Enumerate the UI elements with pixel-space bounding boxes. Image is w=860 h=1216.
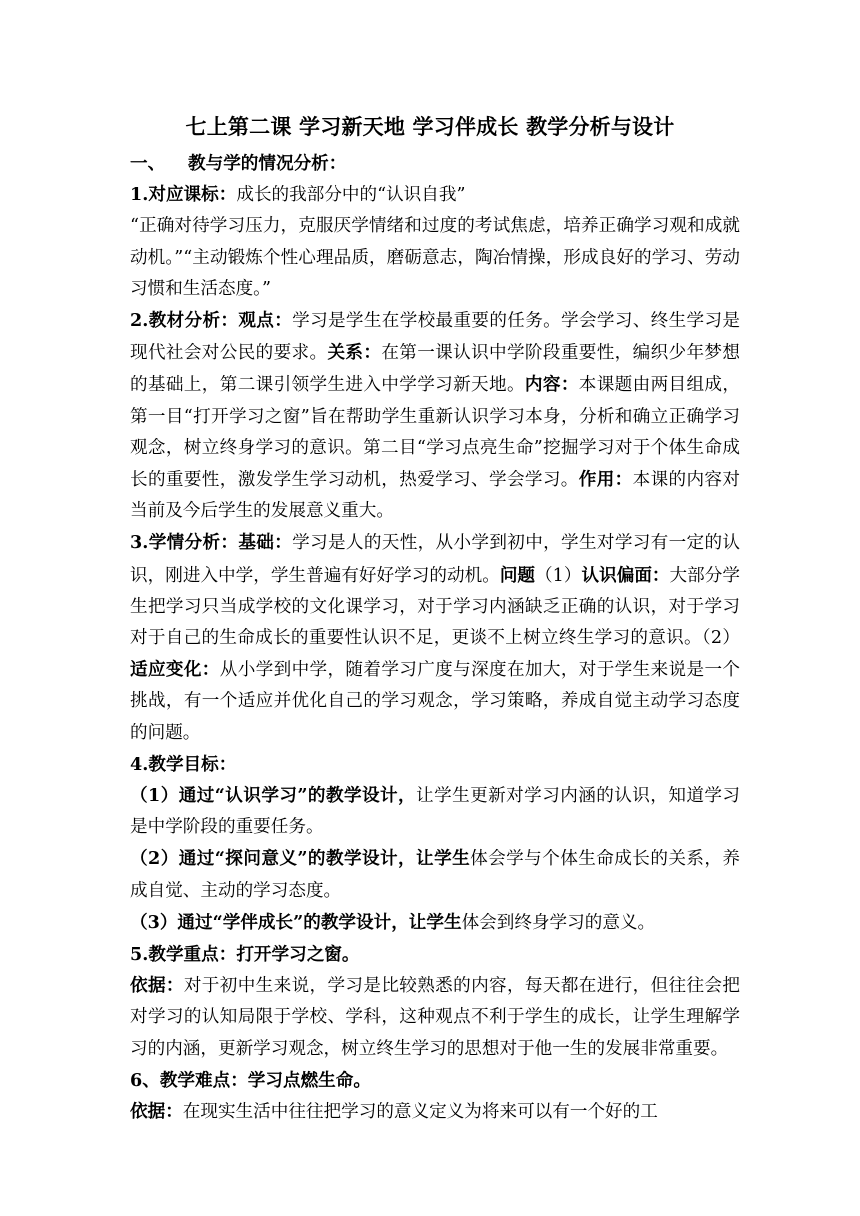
item4-goal-2 [130, 843, 740, 906]
item2-content-label: 内容： [524, 374, 579, 396]
item1-label: 1.对应课标： [130, 184, 237, 206]
item3-p1-text: 大部分学生把学习只当成学校的文化课学习，对于学习内涵缺乏正确的认识，对于学习对于自己的生命成长的重要性认识不足，更谈不上树立终生学习的意识。 [130, 565, 740, 649]
goal1-text: 让学生更新对学习内涵的认识，知道学习是中学阶段的重要任务。 [130, 786, 740, 838]
goal3-text: 体会到终身学习的意义。 [461, 912, 656, 933]
item2-effect-label: 作用： [578, 469, 633, 491]
item5-basis-text: 对于初中生来说，学习是比较熟悉的内容，每天都在进行，但往往会把对学习的认知局限于学校、学科，这种观点不利于学生的成长，让学生理解学习的内涵，更新学习观念，树立终生学习的思想对于他一生的发展非常重要。 [130, 976, 740, 1059]
goal3-bold: （3）通过“学伴成长”的教学设计，让学生 [130, 911, 462, 933]
item2-view-label: 观点： [238, 310, 293, 332]
document-title: 七上第二课 学习新天地 学习伴成长 教学分析与设计 [185, 114, 675, 139]
item6-label: 6、教学难点：学习点燃生命。 [130, 1069, 371, 1091]
item5-basis [130, 970, 740, 1065]
item3-p2-num: （2） [701, 628, 740, 649]
item3-p2-label: 适应变化： [130, 659, 220, 681]
item2-relation-text: 在第一课认识中学阶段重要性，编织少年梦想的基础上，第二课引领学生进入中学学习新天地。 [130, 343, 740, 396]
item6-basis-text: 在现实生活中往往把学习的意义定义为将来可以有一个好的工 [182, 1102, 658, 1123]
item4-label: 4.教学目标： [130, 753, 237, 775]
goal2-bold: （2）通过“探问意义”的教学设计，让学生 [130, 848, 471, 870]
item4-goal-3 [130, 907, 740, 939]
item3-basis-label: 基础： [238, 532, 293, 554]
section-heading [130, 148, 740, 179]
goal2-text: 体会学与个体生命成长的关系，养成自觉、主动的学习态度。 [130, 849, 740, 901]
item3-p1-num: （1） [535, 565, 582, 586]
item2-view-text: 学习是学生在学校最重要的任务。学会学习、终生学习是现代社会对公民的要求。 [130, 311, 740, 364]
section-number: 一、 [130, 153, 166, 174]
item5-basis-label: 依据： [130, 975, 184, 997]
item3-basis-text: 学习是人的天性，从小学到初中，学生对学习有一定的认识，刚进入中学，学生普遍有好好学习的动机。 [130, 533, 740, 586]
item6-basis-label: 依据： [130, 1101, 183, 1123]
goal1-bold: （1）通过“认识学习”的教学设计， [130, 785, 417, 807]
item3-p2-text: 从小学到中学，随着学习广度与深度在加大，对于学生来说是一个挑战，有一个适应并优化自己的学习观念，学习策略，养成自觉主动学习态度的问题。 [130, 660, 740, 743]
section-label: 教与学的情况分析： [188, 153, 347, 174]
item2-effect-text: 本课的内容对当前及今后学生的发展意义重大。 [130, 470, 740, 522]
item6-basis [130, 1096, 740, 1128]
item1-text: 成长的我部分中的“认识自我” [236, 185, 466, 206]
item3-paragraph [130, 527, 740, 748]
item2-label: 2.教材分析： [130, 310, 239, 332]
item2-content-text: 本课题由两目组成，第一目“打开学习之窗”旨在帮助学生重新认识学习本身，分析和确立正确学习观念，树立终身学习的意识。第二目“学习点亮生命”挖掘学习对于个体生命成长的重要性，激发学生学习动机，热爱学习、学会学习。 [130, 375, 740, 491]
document-body [130, 148, 740, 1128]
item3-p1-label: 认识偏面： [581, 564, 670, 586]
item1-paragraph [130, 179, 740, 211]
item2-relation-label: 关系： [327, 342, 382, 364]
item4-goal-1 [130, 780, 740, 843]
item3-problem-label: 问题 [499, 564, 536, 586]
item5-label: 5.教学重点：打开学习之窗。 [130, 944, 360, 966]
item2-paragraph [130, 305, 740, 527]
item1-quote: “正确对待学习压力，克服厌学情绪和过度的考试焦虑，培养正确学习观和成就动机。”“主动锻炼个性心理品质，磨砺意志，陶冶情操，形成良好的学习、劳动习惯和生活态度。” [130, 216, 740, 299]
item3-label: 3.学情分析： [130, 532, 239, 554]
